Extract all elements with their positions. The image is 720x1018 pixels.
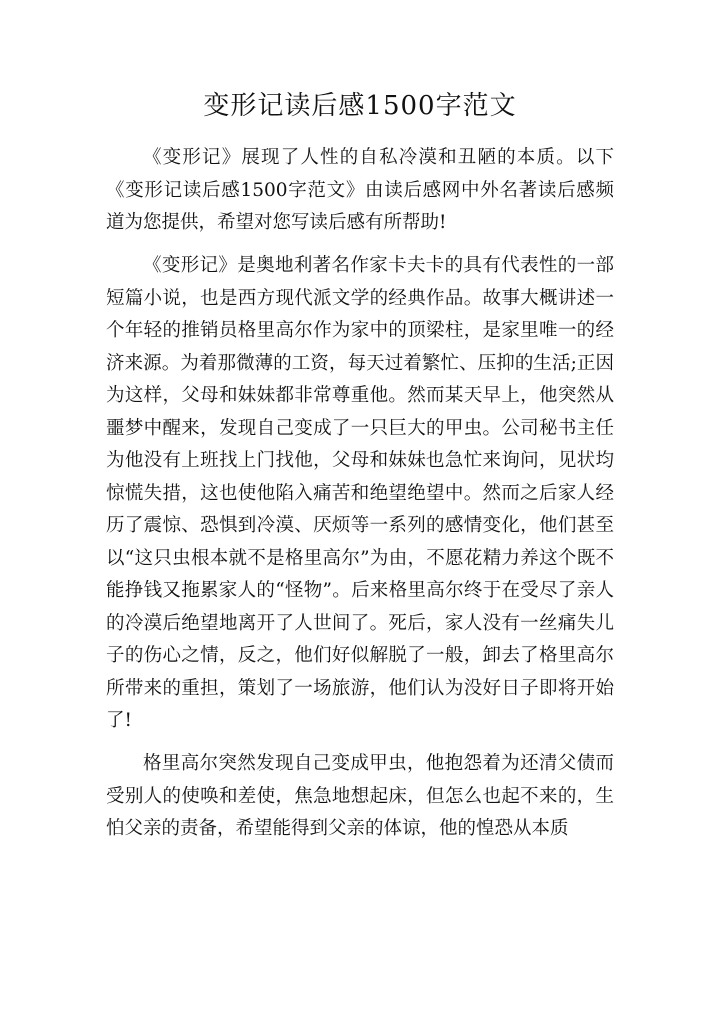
paragraph-analysis: 格里高尔突然发现自己变成甲虫，他抱怨着为还清父债而受别人的使唤和差使，焦急地想起床，但怎么也起不来的，生怕父亲的责备，希望能得到父亲的体谅，他的惶恐从本质 <box>106 753 614 839</box>
document-title: 变形记读后感1500字范文 <box>203 91 517 121</box>
document-body <box>106 142 614 856</box>
paragraph-summary: 《变形记》是奥地利著名作家卡夫卡的具有代表性的一部短篇小说，也是西方现代派文学的经典作品。故事大概讲述一个年轻的推销员格里高尔作为家中的顶梁柱，是家里唯一的经济来源。为着那微薄的工资，每天过着繁忙、压抑的生活;正因为这样，父母和妹妹都非常尊重他。然而某天早上，他突然从噩梦中醒来，发现自己变成了一只巨大的甲虫。公司秘书主任为他没有上班找上门找他，父母和妹妹也急忙来询问，见状均惊慌失措，这也使他陷入痛苦和绝望绝望中。然而之后家人经历了震惊、恐惧到冷漠、厌烦等一系列的感情变化，他们甚至以“这只虫根本就不是格里高尔”为由，不愿花精力养这个既不能挣钱又拖累家人的“怪物”。后来格里高尔终于在受尽了亲人的冷漠后绝望地离开了人世间了。死后，家人没有一丝痛失儿子的伤心之情，反之，他们好似解脱了一般，卸去了格里高尔所带来的重担，策划了一场旅游，他们认为没好日子即将开始了! <box>106 255 614 731</box>
paragraph-intro: 《变形记》展现了人性的自私冷漠和丑陋的本质。以下《变形记读后感1500字范文》由读后感网中外名著读后感频道为您提供，希望对您写读后感有所帮助! <box>106 147 614 233</box>
